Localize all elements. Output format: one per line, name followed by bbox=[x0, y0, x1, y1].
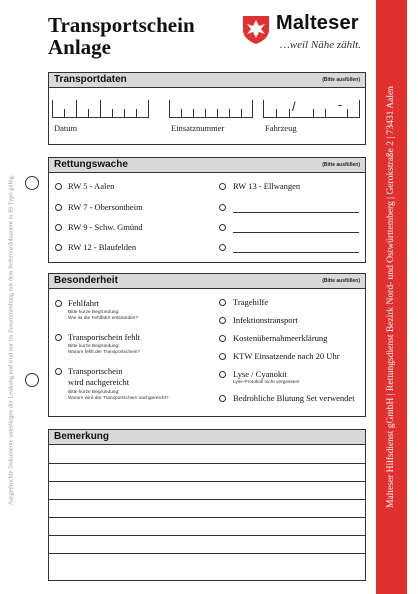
brand-name: Malteser bbox=[276, 12, 359, 34]
option-rw13: RW 13 - Ellwangen bbox=[233, 181, 301, 191]
section-header bbox=[49, 158, 365, 173]
fahrzeug-dash: - bbox=[338, 97, 343, 112]
section-title: Transportdaten bbox=[54, 74, 127, 85]
option-rw9: RW 9 - Schw. Gmünd bbox=[68, 222, 143, 232]
malteser-logo bbox=[241, 14, 371, 58]
bemerkung-line[interactable] bbox=[49, 517, 365, 518]
punch-hole-top bbox=[25, 176, 39, 190]
bemerkung-line[interactable] bbox=[49, 535, 365, 536]
hint-line: Bitte kurze Begründung: bbox=[68, 390, 120, 395]
hint-line: Bitte kurze Begründung: bbox=[68, 344, 120, 349]
fahrzeug-label: Fahrzeug bbox=[265, 123, 297, 133]
section-besonderheit bbox=[48, 273, 366, 417]
hint-line: Warum wird der Transportschein nachgereicht? bbox=[68, 396, 169, 401]
bemerkung-line[interactable] bbox=[49, 499, 365, 500]
radio-rw5[interactable] bbox=[55, 183, 62, 190]
option-rw7: RW 7 - Obersontheim bbox=[68, 202, 143, 212]
checkbox-nachgereicht[interactable] bbox=[55, 368, 62, 375]
checkbox-infektionstransport[interactable] bbox=[219, 317, 226, 324]
radio-rw7[interactable] bbox=[55, 204, 62, 211]
radio-other-2[interactable] bbox=[219, 224, 226, 231]
fahrzeug-field[interactable] bbox=[263, 100, 360, 118]
option-rw12: RW 12 - Blaufelden bbox=[68, 242, 137, 252]
section-bemerkung bbox=[48, 429, 366, 581]
section-header bbox=[49, 73, 365, 88]
section-header bbox=[49, 274, 365, 289]
checkbox-blutung[interactable] bbox=[219, 395, 226, 402]
malteser-shield-icon bbox=[241, 14, 271, 44]
hint-line: Bitte kurze Begründung: bbox=[68, 310, 120, 315]
bemerkung-line[interactable] bbox=[49, 553, 365, 554]
section-title: Bemerkung bbox=[54, 431, 110, 442]
hint-nachgereicht bbox=[68, 390, 169, 402]
punch-hole-bottom bbox=[25, 373, 39, 387]
option-ktw-einsatzende: KTW Einsatzende nach 20 Uhr bbox=[233, 351, 340, 361]
option-tragehilfe: Tragehilfe bbox=[233, 297, 269, 307]
hint-lyse: Lyse-Protokoll nicht vergessen! bbox=[233, 380, 300, 385]
right-margin bbox=[407, 0, 418, 594]
document-control-note: Ausgedruckte Dokumente unterliegen der Lenkung und sind nur im Zusammenhang mit dem Referenzdokument in IB Typo gültig. bbox=[7, 174, 15, 506]
option-transportschein-fehlt: Transportschein fehlt bbox=[68, 332, 141, 342]
option-fehlfahrt: Fehlfahrt bbox=[68, 298, 100, 308]
title-line-2: Anlage bbox=[48, 35, 111, 59]
organization-address: Malteser Hilfsdienst gGmbH | Rettungsdienst Bezirk Nord- und Ostwürttemberg | Gerokstraße 2 | 73431 Aalen bbox=[386, 86, 396, 508]
option-blutung: Bedrohliche Blutung Set verwendet bbox=[233, 393, 355, 403]
fill-in-note: (Bitte ausfüllen) bbox=[322, 77, 360, 83]
fahrzeug-slash: / bbox=[292, 99, 296, 114]
option-nachgereicht-1: Transportschein bbox=[68, 366, 123, 376]
checkbox-ktw-einsatzende[interactable] bbox=[219, 353, 226, 360]
einsatznummer-field[interactable] bbox=[169, 100, 253, 118]
radio-other-1[interactable] bbox=[219, 204, 226, 211]
fill-in-note: (Bitte ausfüllen) bbox=[322, 162, 360, 168]
other-line-2[interactable] bbox=[233, 232, 359, 233]
option-infektionstransport: Infektionstransport bbox=[233, 315, 298, 325]
radio-rw13[interactable] bbox=[219, 183, 226, 190]
section-title: Rettungswache bbox=[54, 159, 128, 170]
hint-line: Wie ist die Fehlfahrt entstanden? bbox=[68, 316, 139, 321]
bemerkung-line[interactable] bbox=[49, 463, 365, 464]
section-header bbox=[49, 430, 365, 445]
option-nachgereicht-2: wird nachgereicht bbox=[68, 377, 130, 387]
fill-in-note: (Bitte ausfüllen) bbox=[322, 278, 360, 284]
checkbox-transportschein-fehlt[interactable] bbox=[55, 334, 62, 341]
page-title bbox=[48, 14, 195, 58]
datum-label: Datum bbox=[54, 123, 78, 133]
einsatznummer-label: Einsatznummer bbox=[171, 123, 225, 133]
checkbox-fehlfahrt[interactable] bbox=[55, 300, 62, 307]
option-lyse: Lyse / Cyanokit bbox=[233, 369, 287, 379]
datum-field[interactable] bbox=[52, 100, 149, 118]
option-rw5: RW 5 - Aalen bbox=[68, 181, 115, 191]
other-line-1[interactable] bbox=[233, 212, 359, 213]
hint-line: Warum fehlt der Transportschein? bbox=[68, 350, 141, 355]
brand-slogan: …weil Nähe zählt. bbox=[280, 39, 361, 51]
hint-transportschein-fehlt bbox=[68, 344, 140, 356]
hint-fehlfahrt bbox=[68, 310, 138, 322]
section-title: Besonderheit bbox=[54, 275, 118, 286]
section-transportdaten bbox=[48, 72, 366, 145]
radio-rw12[interactable] bbox=[55, 244, 62, 251]
radio-other-3[interactable] bbox=[219, 244, 226, 251]
option-kostenuebernahme: Kostenübernahmeerklärung bbox=[233, 333, 328, 343]
section-rettungswache bbox=[48, 157, 366, 263]
other-line-3[interactable] bbox=[233, 252, 359, 253]
checkbox-kostenuebernahme[interactable] bbox=[219, 335, 226, 342]
radio-rw9[interactable] bbox=[55, 224, 62, 231]
bemerkung-line[interactable] bbox=[49, 481, 365, 482]
title-line-1: Transportschein bbox=[48, 13, 195, 37]
checkbox-tragehilfe[interactable] bbox=[219, 299, 226, 306]
checkbox-lyse[interactable] bbox=[219, 371, 226, 378]
